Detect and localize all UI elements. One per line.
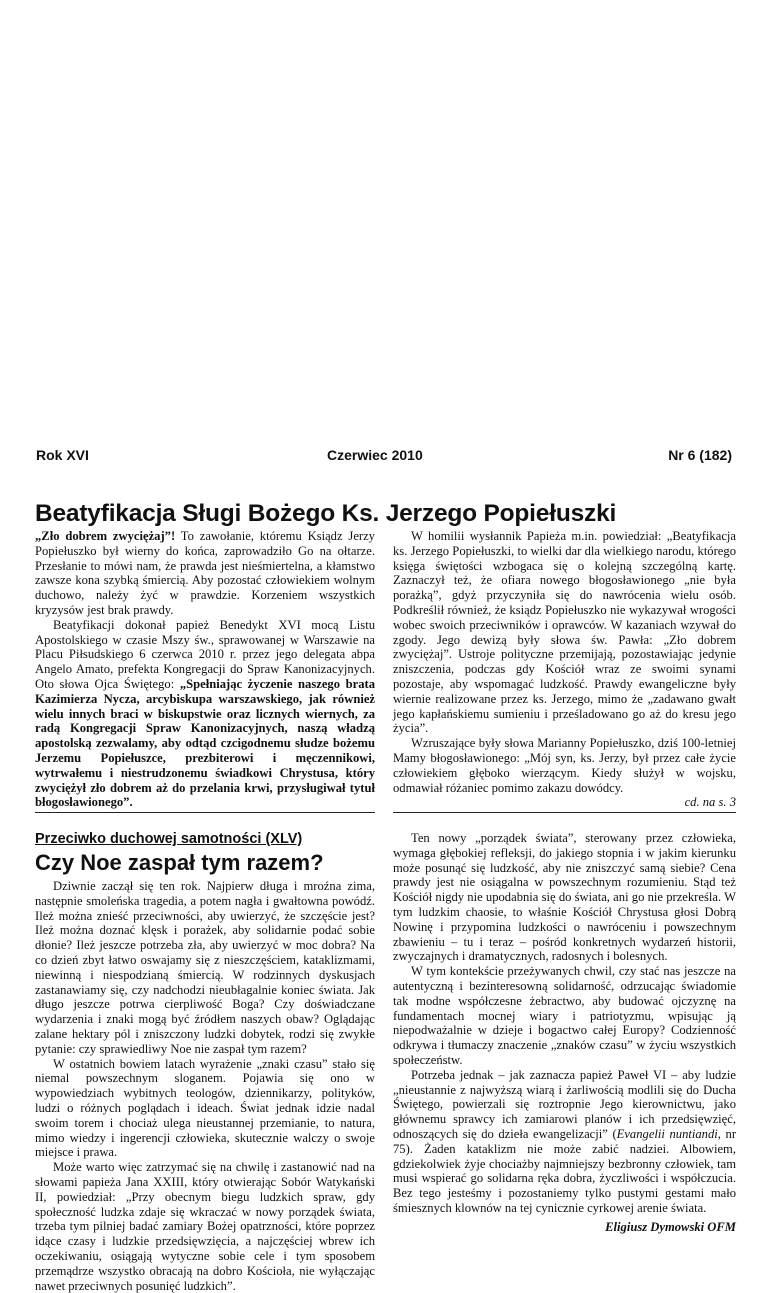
article-column-right bbox=[393, 529, 736, 810]
article-paragraph: Wzruszające były słowa Marianny Popiełuszko, dziś 100-letniej Mamy błogosławionego: „Mój syn, ks. Jerzy, był przez całe życie człowiekiem głęboko wierzącym. Kiedy służył w wojsku, odmawiał różaniec pomimo zakazu dowódcy. bbox=[393, 736, 736, 795]
article-paragraph: Ten nowy „porządek świata”, sterowany przez człowieka, wymaga głębokiej refleksji, do jakiego stopnia i w jakim kierunku może posunąć się ludzkość, aby nie zniszczyć samą siebie? Cena prawdy jest nie osiągalna w powszechnym rozumieniu. Stąd też Kościół nigdy nie upodabnia się do świata, ani go nie przekreśla. W tym ludzkim chaosie, to właśnie Kościół Chrystusa głosi Dobrą Nowinę i przypomina ludzkości o nawróceniu i powszechnym zbawieniu – tu i teraz – pośród konkretnych wydarzeń historii, zwyczajnych i dramatycznych, radosnych i bolesnych. bbox=[393, 831, 736, 964]
section-divider bbox=[35, 812, 375, 813]
article-paragraph: W tym kontekście przeżywanych chwil, czy stać nas jeszcze na autentyczną i bezinteresowną solidarność, odrzucając świadomie tak modne współczesne żebractwo, aby budować ojczyznę na fundamentach mocnej wiary i patriotyzmu, wpisując ją niepodważalnie w dzieje i bogactwo całej Europy? Codzienność odkrywa i tłumaczy znaczenie „znaków czasu” w życiu wszystkich społeczeństw. bbox=[393, 964, 736, 1067]
series-title: Przeciwko duchowej samotności (XLV) bbox=[35, 831, 303, 847]
volume-label: Rok XVI bbox=[36, 447, 89, 463]
article-paragraph: W homilii wysłannik Papieża m.in. powiedział: „Beatyfikacja ks. Jerzego Popiełuszki, to wielki dar dla wielkiego narodu, którego księga świętości wzbogaca się o kolejną szczególną kartę. Zaznaczył też, że ofiara nowego błogosławionego „nie była porażką”, gdyż przyczyniła się do nawrócenia wielu osób. Podkreślił również, że ksiądz Popiełuszko nie wykazywał wrogości wobec swoich przeciwników i oprawców. W kazaniach wzywał do zgody. Jego dewizą były słowa św. Pawła: „Zło dobrem zwyciężaj”. Ustroje polityczne przemijają, pozostawiając jedynie zniszczenia, podczas gdy Kościół wraz ze swoimi synami pozostaje, aby wspomagać ludzkość. Prawdy ewangeliczne były wiernie realizowane przez ks. Jerzego, mimo że „zadawano gwałt jego kapłańskiemu sumieniu i prześladowano go aż do kresu jego życia”. bbox=[393, 529, 736, 736]
article-paragraph: W ostatnich bowiem latach wyrażenie „znaki czasu” stało się niemal powszechnym sloganem. Pojawia się ono w wypowiedziach wybitnych teologów, dziennikarzy, polityków, ludzi o różnych poglądach i ideach. Świat jednak idzie nadal swoim torem i chociaż ulega nieustannej przemianie, to natura, mimo wiedzy i ingerencji człowieka, skutecznie walczy o swoje miejsce i prawa. bbox=[35, 1056, 375, 1160]
document-title: Evangelii nuntiandi bbox=[616, 1126, 718, 1141]
article-title: Beatyfikacja Sługi Bożego Ks. Jerzego Popiełuszki bbox=[35, 500, 617, 527]
article-paragraph: Dziwnie zaczął się ten rok. Najpierw długa i mroźna zima, następnie smoleńska tragedia, a potem nagła i gwałtowna powódź. Ileż można znieść przeciwności, aby uwierzyć, że szczęście jest? Ileż można doznać klęsk i porażek, aby solidarnie podać sobie dłonie? Ileż jeszcze potrzeba zła, aby uwierzyć w moc dobra? Na co dzień zbyt łatwo oswajamy się z nieszczęściem, kataklizmami, niewinną i niespodzianą śmiercią. W rodzinnych dyskusjach zastanawiamy się, czy nadchodzi nieubłagalnie koniec świata. Jak długo jeszcze potrwa cierpliwość Boga? Czy doświadczane wydarzenia i znaki mogą być źródłem naszych obaw? Oglądając zalane hektary pól i zniszczony ludzki dobytek, rodzi się zwykłe pytanie: czy sprawiedliwy Noe nie zaspał tym razem? bbox=[35, 879, 375, 1056]
lead-motto: „Zło dobrem zwyciężaj”! bbox=[35, 529, 176, 543]
continued-note: cd. na s. 3 bbox=[684, 795, 736, 810]
article-paragraph: Potrzeba jednak – jak zaznacza papież Paweł VI – aby ludzie „nieustannie z najwyższą wiarą i żarliwością modlili się do Ducha Świętego, powierzali się roztropnie Jego kierownictwu, jako głównemu sprawcy ich zamiarowi planów i ich przedsięwzięć, odnoszących się do dzieła ewangelizacji” (Evangelii nuntiandi, nr 75). Żaden kataklizm nie może zabić nadziei. Albowiem, gdziekolwiek żyje chociażby najmniejszy bezbronny człowiek, tam musi wspierać go solidarna ręka dobra, życzliwości i współczucia. Bez tego jesteśmy i pozostaniemy tylko pustymi gestami mało śmiesznych klownów na tej cynicznie cyrkowej arenie świata. bbox=[393, 1067, 737, 1215]
section-divider bbox=[393, 812, 736, 813]
article-column-left bbox=[35, 879, 375, 1293]
article-column-right bbox=[393, 831, 736, 1235]
author-signature: Eligiusz Dymowski OFM bbox=[605, 1219, 736, 1234]
papal-quote: „Spełniając życzenie naszego brata Kazimierza Nycza, arcybiskupa warszawskiego, jak również wielu innych braci w biskupstwie oraz licznych wiernych, za radą Kongregacji Spraw Kanonizacyjnych, naszą władzą apostolską zezwalamy, aby odtąd czcigodnemu słudze bożemu Jerzemu Popiełuszce, prezbiterowi i męczennikowi, wytrwałemu i niestrudzonemu świadkowi Chrystusa, który zwyciężył zło dobrem aż do przelania krwi, przysługiwał tytuł błogosławionego”. bbox=[35, 676, 375, 810]
issue-number: Nr 6 (182) bbox=[668, 447, 732, 463]
article-paragraph: „Zło dobrem zwyciężaj”! To zawołanie, któremu Ksiądz Jerzy Popiełuszko był wierny do końca, zaprowadziło Go na ołtarze. Przesłanie to mówi nam, że prawda jest nieśmiertelna, a kłamstwo zawsze kona szybką śmiercią. Aby pozostać człowiekiem wolnym duchowo, należy żyć w prawdzie. Korzeniem wszystkich kryzysów jest brak prawdy. bbox=[35, 529, 375, 617]
article-paragraph: Beatyfikacji dokonał papież Benedykt XVI mocą Listu Apostolskiego w czasie Mszy św., sprawowanej w Warszawie na Placu Piłsudskiego 6 czerwca 2010 r. przez jego delegata abpa Angelo Amato, prefekta Kongregacji do Spraw Kanonizacyjnych. Oto słowa Ojca Świętego: „Spełniając życzenie naszego brata Kazimierza Nycza, arcybiskupa warszawskiego, jak również wielu innych braci w biskupstwie oraz licznych wiernych, za radą Kongregacji Spraw Kanonizacyjnych, naszą władzą apostolską zezwalamy, aby odtąd czcigodnemu słudze bożemu Jerzemu Popiełuszce, prezbiterowi i męczennikowi, wytrwałemu i niestrudzonemu świadkowi Chrystusa, który zwyciężył zło dobrem aż do przelania krwi, przysługiwał tytuł błogosławionego”. bbox=[35, 617, 375, 810]
issue-date: Czerwiec 2010 bbox=[327, 447, 423, 463]
article-paragraph: Może warto więc zatrzymać się na chwilę i zastanowić nad na słowami papieża Jana XXIII, który otwierając Sobór Watykański II, powiedział: „Przy obecnym biegu ludzkich spraw, gdy społeczność ludzka zdaje się wkraczać w nowy porządek świata, trzeba tym pilniej badać zamiary Bożej opatrzności, które poprzez idące czasy i ludzkie przedsięwzięcia, a najczęściej wbrew ich oczekiwaniu, osiągają wytyczne sobie cele i tym sposobem przemądrze wszystko obracają na dobro Kościoła, nie wyłączając nawet przeciwnych posunięć ludzkich”. bbox=[35, 1160, 375, 1293]
article-column-left bbox=[35, 529, 375, 810]
article-title: Czy Noe zaspał tym razem? bbox=[35, 850, 324, 875]
